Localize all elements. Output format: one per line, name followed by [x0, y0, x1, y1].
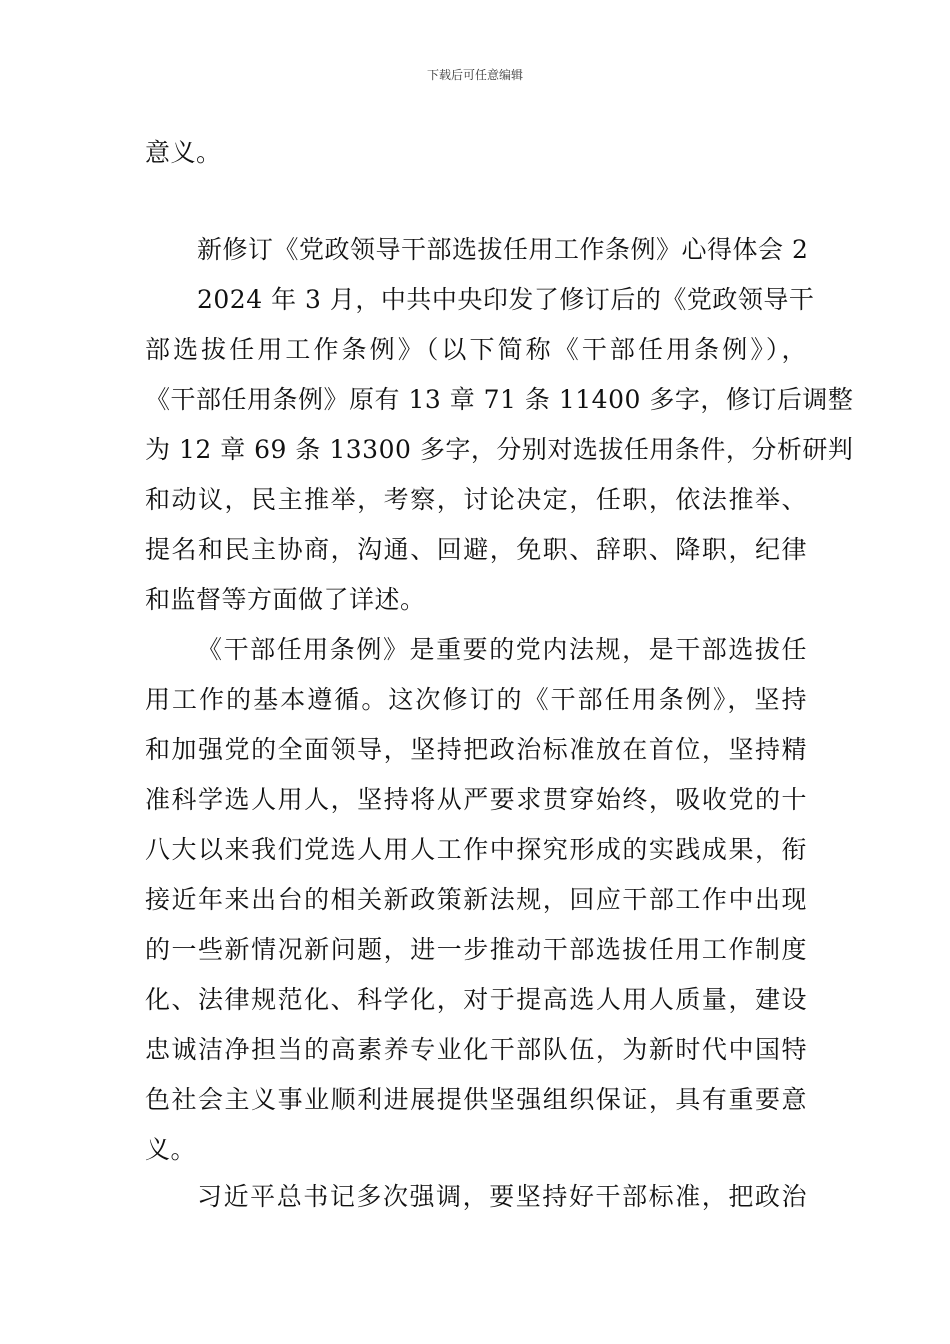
p2-line: 色社会主义事业顺利进展提供坚强组织保证，具有重要意: [145, 1085, 807, 1114]
p2-line: 接近年来出台的相关新政策新法规，回应干部工作中出现: [145, 885, 807, 914]
p2-line: 用工作的基本遵循。这次修订的《干部任用条例》，坚持: [145, 685, 807, 714]
p2-line: 准科学选人用人，坚持将从严要求贯穿始终，吸收党的十: [145, 785, 807, 814]
paragraph-1: [145, 275, 854, 625]
p1-line: 提名和民主协商，沟通、回避，免职、辞职、降职，纪律: [145, 535, 807, 564]
p1-line: 部选拔任用工作条例》（以下简称《干部任用条例》），: [145, 335, 807, 364]
p2-line: 忠诚洁净担当的高素养专业化干部队伍，为新时代中国特: [145, 1035, 807, 1064]
p2-line: 义。: [145, 1135, 197, 1164]
p2-line: 和加强党的全面领导，坚持把政治标准放在首位，坚持精: [145, 735, 807, 764]
p1-line: 《干部任用条例》原有 13 章 71 条 11400 多字，修订后调整: [145, 385, 854, 414]
p2-line: 八大以来我们党选人用人工作中探究形成的实践成果，衔: [145, 835, 807, 864]
title-line: 新修订《党政领导干部选拔任用工作条例》心得体会 2: [197, 235, 809, 264]
p2-line: 的一些新情况新问题，进一步推动干部选拔任用工作制度: [145, 935, 807, 964]
document-title: [145, 225, 807, 275]
paragraph-3: [145, 1172, 807, 1222]
p1-line: 和监督等方面做了详述。: [145, 585, 426, 614]
continuation-text: [145, 128, 807, 178]
p1-line: 和动议，民主推举，考察，讨论决定，任职，依法推举、: [145, 485, 807, 514]
continuation-line: 意义。: [145, 138, 222, 167]
p2-line: 化、法律规范化、科学化，对于提高选人用人质量，建设: [145, 985, 807, 1014]
p2-line: 《干部任用条例》是重要的党内法规，是干部选拔任: [197, 635, 807, 664]
p1-line: 2024 年 3 月，中共中央印发了修订后的《党政领导干: [197, 285, 815, 314]
p1-line: 为 12 章 69 条 13300 多字，分别对选拔任用条件，分析研判: [145, 435, 854, 464]
p3-line: 习近平总书记多次强调，要坚持好干部标准，把政治: [197, 1182, 807, 1211]
page-header: 下载后可任意编辑: [426, 68, 523, 82]
paragraph-2: [145, 625, 807, 1175]
